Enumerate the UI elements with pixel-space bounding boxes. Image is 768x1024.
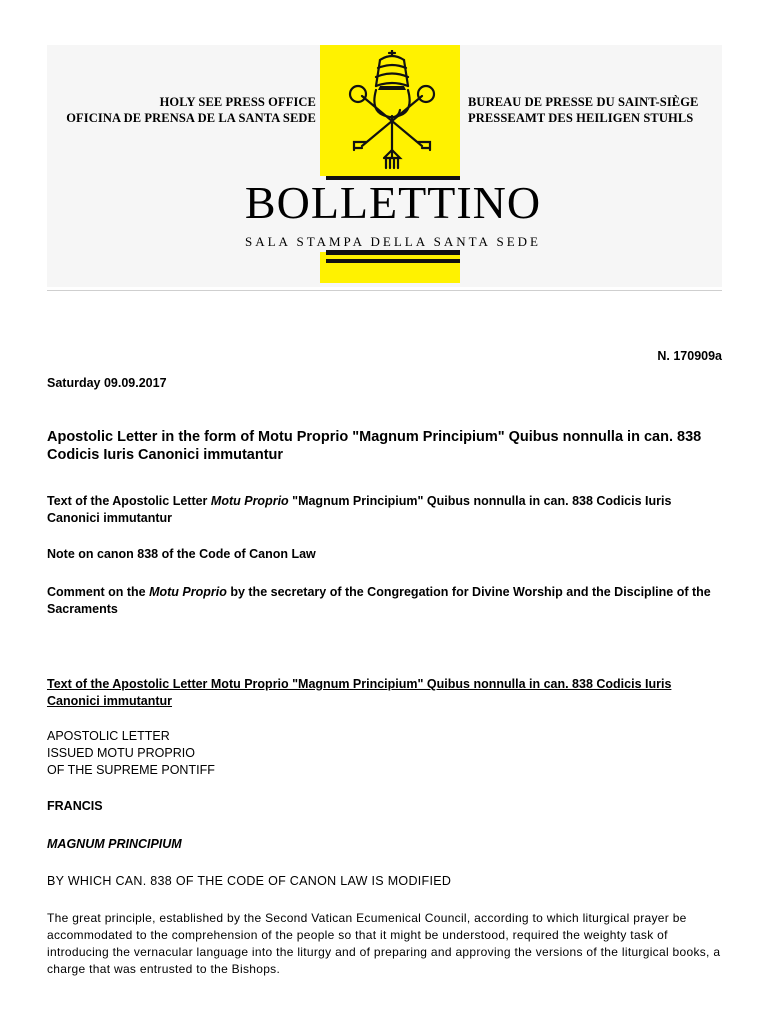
header-divider: [47, 290, 722, 291]
toc-link-note-canon[interactable]: [47, 546, 722, 563]
section-heading-link[interactable]: Text of the Apostolic Letter Motu Proprio "Magnum Principium" Quibus nonnulla in can. 838 Codicis Iuris Canonici immutantur: [47, 677, 672, 708]
bulletin-date: Saturday 09.09.2017: [47, 376, 167, 390]
pope-name: FRANCIS: [47, 799, 103, 813]
paragraph-1: The great principle, established by the Second Vatican Ecumenical Council, according to which liturgical prayer be accommodated to the comprehension of the people so that it might be understood, required the weighty task of introducing the vernacular language into the liturgy and of preparing and approving the versions of the liturgical books, a charge that was entrusted to the Bishops.: [47, 911, 721, 976]
letter-header-block: [47, 728, 722, 779]
office-name-right: [468, 94, 698, 126]
office-name-english: HOLY SEE PRESS OFFICE: [159, 95, 316, 109]
toc-link-comment[interactable]: [47, 584, 722, 618]
document-subtitle: BY WHICH CAN. 838 OF THE CODE OF CANON LAW IS MODIFIED: [47, 874, 452, 888]
toc-item3-suffix: by the secretary of the Congregation for Divine Worship and the Discipline of the Sacraments: [47, 585, 711, 616]
toc-item1-italic: Motu Proprio: [210, 494, 289, 508]
masthead-rule-bottom-2: [326, 259, 460, 263]
office-name-french: BUREAU DE PRESSE DU SAINT-SIÈGE: [468, 95, 699, 109]
masthead-rule-bottom-1: [326, 250, 460, 255]
bulletin-number: N. 170909a: [657, 349, 722, 363]
masthead-title: BOLLETTINO: [244, 177, 542, 228]
masthead-subtitle: SALA STAMPA DELLA SANTA SEDE: [245, 234, 541, 249]
toc-item3-prefix: Comment on the: [47, 585, 150, 599]
office-name-german: PRESSEAMT DES HEILIGEN STUHLS: [468, 111, 694, 125]
letter-line-2: ISSUED MOTU PROPRIO: [47, 746, 195, 760]
office-name-left: [66, 94, 316, 126]
document-title: MAGNUM PRINCIPIUM: [47, 837, 182, 851]
letter-line-3: OF THE SUPREME PONTIFF: [47, 763, 215, 777]
letter-line-1: APOSTOLIC LETTER: [47, 729, 170, 743]
bulletin-title: Apostolic Letter in the form of Motu Proprio "Magnum Principium" Quibus nonnulla in can. 838 Codicis Iuris Canonici immutantur: [47, 429, 702, 463]
toc-item3-italic: Motu Proprio: [149, 585, 227, 599]
toc-item1-prefix: Text of the Apostolic Letter: [47, 494, 211, 508]
papal-keys-emblem-icon: [340, 50, 444, 172]
toc-link-text-of-letter[interactable]: [47, 493, 722, 527]
office-name-spanish: OFICINA DE PRENSA DE LA SANTA SEDE: [66, 111, 316, 125]
toc-item2-label: Note on canon 838 of the Code of Canon Law: [47, 547, 316, 561]
toc-item1-suffix: "Magnum Principium" Quibus nonnulla in can. 838 Codicis Iuris Canonici immutantur: [47, 494, 672, 525]
